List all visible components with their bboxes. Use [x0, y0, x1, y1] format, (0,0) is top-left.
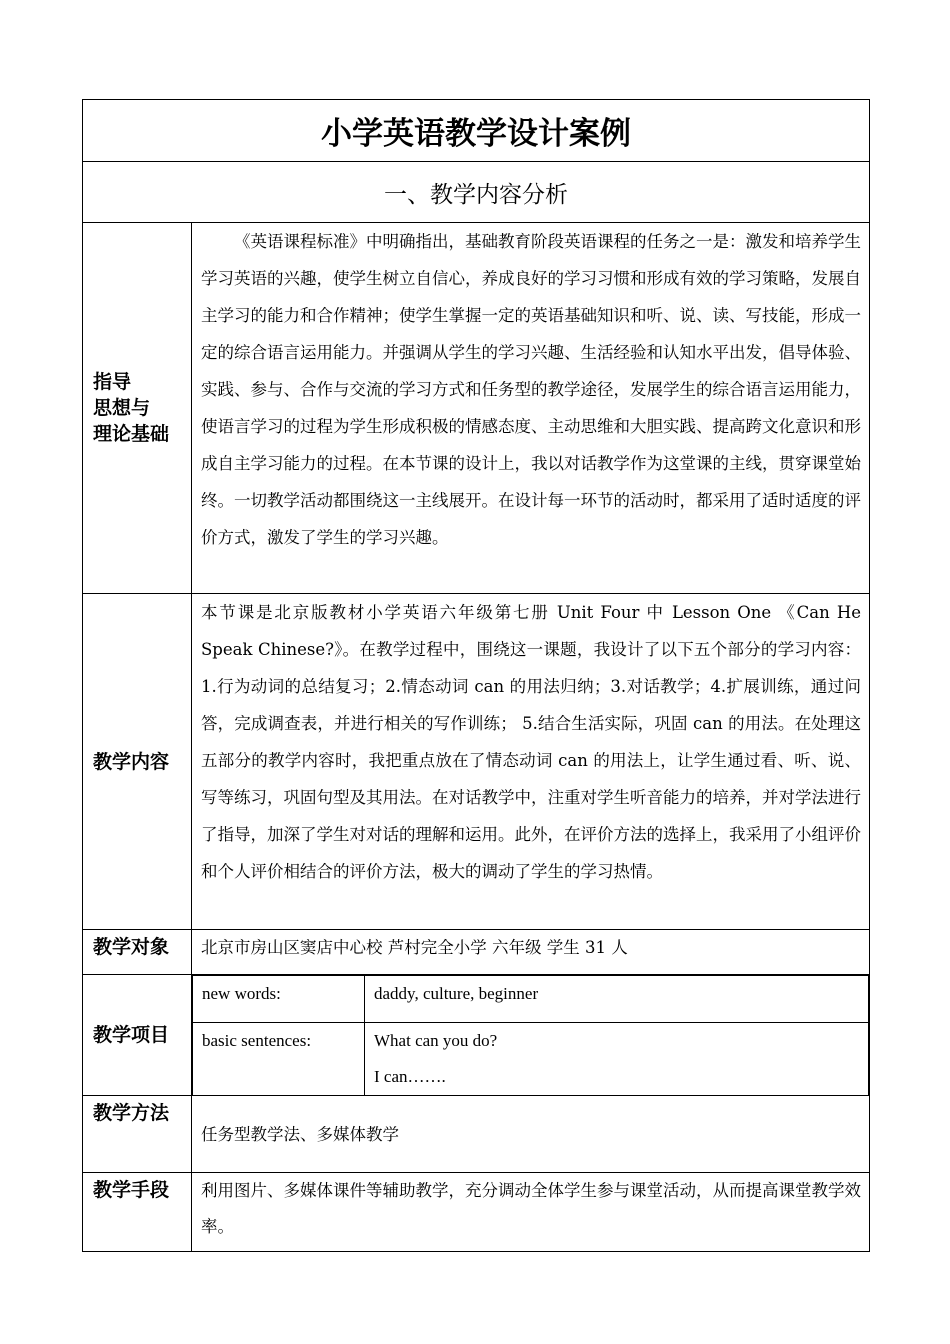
method-label: 教学方法 [83, 1096, 192, 1173]
means-text: 利用图片、多媒体课件等辅助教学，充分调动全体学生参与课堂活动，从而提高课堂教学效率。 [192, 1173, 870, 1252]
theory-label [83, 223, 192, 594]
theory-text: 《英语课程标准》中明确指出，基础教育阶段英语课程的任务之一是：激发和培养学生学习英语的兴趣，使学生树立自信心，养成良好的学习习惯和形成有效的学习策略，发展自主学习的能力和合作精神；使学生掌握一定的英语基础知识和听、说、读、写技能，形成一定的综合语言运用能力。并强调从学生的学习兴趣、生活经验和认知水平出发，倡导体验、实践、参与、合作与交流的学习方式和任务型的教学途径，发展学生的综合语言运用能力，使语言学习的过程为学生形成积极的情感态度、主动思维和大胆实践、提高跨文化意识和形成自主学习能力的过程。在本节课的设计上，我以对话教学作为这堂课的主线，贯穿课堂始终。一切教学活动都围绕这一主线展开。在设计每一环节的活动时，都采用了适时适度的评价方式，激发了学生的学习兴趣。 [192, 223, 870, 594]
theory-label-line: 思想与 [93, 397, 151, 419]
section-heading: 一、教学内容分析 [83, 162, 870, 223]
target-text: 北京市房山区窦店中心校 芦村完全小学 六年级 学生 31 人 [192, 930, 870, 975]
items-row [83, 975, 870, 1096]
basic-sentences-label: basic sentences: [193, 1023, 365, 1096]
means-row [83, 1173, 870, 1252]
target-row [83, 930, 870, 975]
means-label: 教学手段 [83, 1173, 192, 1252]
content-label: 教学内容 [83, 594, 192, 930]
items-label: 教学项目 [83, 975, 192, 1096]
document-title: 小学英语教学设计案例 [83, 100, 870, 162]
theory-row [83, 223, 870, 594]
new-words-label: new words: [193, 976, 365, 1023]
items-subtable [192, 975, 869, 1095]
target-label: 教学对象 [83, 930, 192, 975]
new-words-value: daddy, culture, beginner [365, 976, 869, 1023]
method-row [83, 1096, 870, 1173]
basic-sentence-line: What can you do? [374, 1031, 498, 1050]
theory-label-line: 理论基础 [93, 423, 170, 445]
content-row [83, 594, 870, 930]
basic-sentence-line: I can……. [374, 1067, 446, 1086]
theory-label-line: 指导 [93, 371, 132, 393]
basic-sentences-value [365, 1023, 869, 1096]
lesson-plan-table [82, 99, 870, 1252]
content-text: 本节课是北京版教材小学英语六年级第七册 Unit Four 中 Lesson One 《Can He Speak Chinese?》。在教学过程中，围绕这一课题，我设计了以下五个部分的学习内容：1.行为动词的总结复习；2.情态动词 can 的用法归纳；3.对话教学；4.扩展训练，通过问答，完成调查表，并进行相关的写作训练； 5.结合生活实际，巩固 can 的用法。在处理这五部分的教学内容时，我把重点放在了情态动词 can 的用法上，让学生通过看、听、说、写等练习，巩固句型及其用法。在对话教学中，注重对学生听音能力的培养，并对学法进行了指导，加深了学生对对话的理解和运用。此外，在评价方法的选择上，我采用了小组评价和个人评价相结合的评价方法，极大的调动了学生的学习热情。 [192, 594, 870, 930]
method-text: 任务型教学法、多媒体教学 [192, 1096, 870, 1173]
items-cell [192, 975, 870, 1096]
